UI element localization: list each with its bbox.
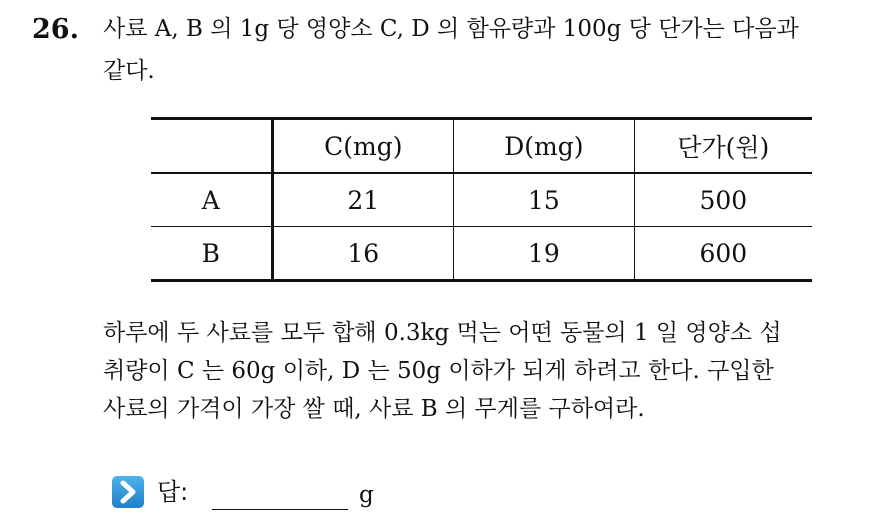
- question-text-line-1: 사료 A, B 의 1g 당 영양소 C, D 의 함유량과 100g 당 단가는 다음과: [103, 16, 799, 42]
- table-row: [151, 173, 812, 227]
- table-cell: A: [151, 173, 272, 227]
- table-cell: 19: [454, 227, 635, 281]
- table-cell: 21: [272, 173, 454, 227]
- table-cell: 15: [454, 173, 635, 227]
- table-header-cell: 단가(원): [634, 119, 812, 174]
- table-header-cell: C(mg): [272, 119, 454, 174]
- table-row: [151, 227, 812, 281]
- table-header-cell: D(mg): [454, 119, 635, 174]
- problem-text-line-1: 하루에 두 사료를 모두 합해 0.3kg 먹는 어떤 동물의 1 일 영양소 섭: [103, 320, 782, 346]
- answer-unit: g: [359, 482, 374, 508]
- table-cell: 500: [634, 173, 812, 227]
- table-cell: 16: [272, 227, 454, 281]
- table-cell: 600: [634, 227, 812, 281]
- nutrient-price-table: [151, 117, 812, 282]
- problem-text-line-2: 취량이 C 는 60g 이하, D 는 50g 이하가 되게 하려고 한다. 구입한: [103, 358, 774, 384]
- table-header-row: [151, 119, 812, 174]
- problem-text-line-3: 사료의 가격이 가장 쌀 때, 사료 B 의 무게를 구하여라.: [103, 396, 645, 422]
- chevron-right-icon: [112, 476, 144, 508]
- table-header-cell: [151, 119, 272, 174]
- answer-blank-input[interactable]: [212, 509, 348, 510]
- question-number: 26.: [32, 14, 79, 45]
- table-cell: B: [151, 227, 272, 281]
- question-text-line-2: 같다.: [103, 58, 155, 84]
- answer-label: 답:: [157, 478, 189, 506]
